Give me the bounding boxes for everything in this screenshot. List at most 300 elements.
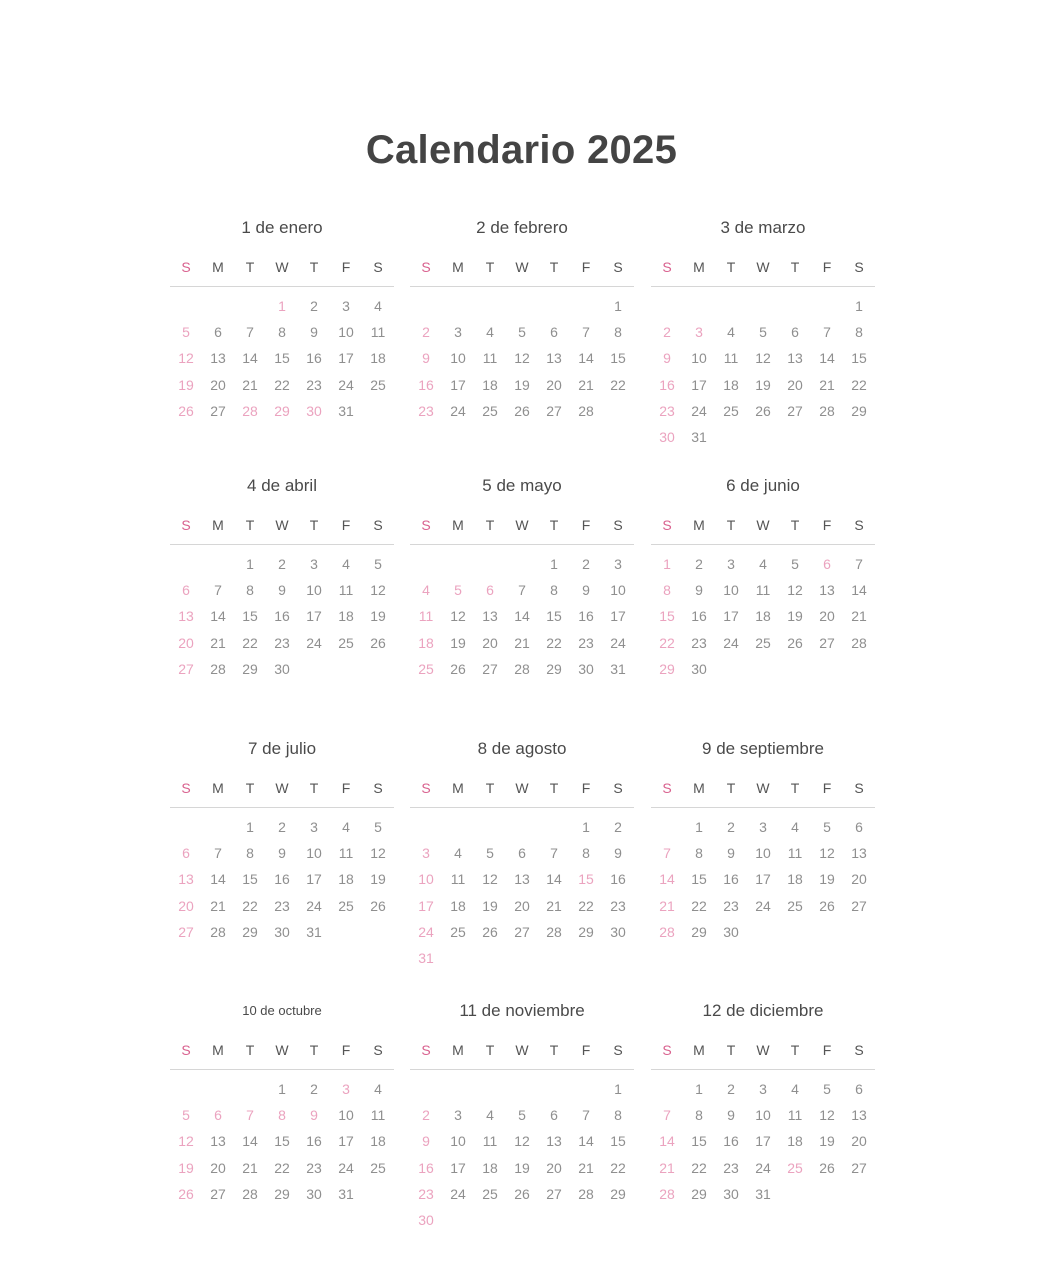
day-cell: 21 [210,634,226,651]
day-cell: 13 [178,871,194,888]
weekday-label: S [373,1042,383,1058]
day-cell: 5 [518,1107,526,1124]
day-cell: 28 [659,1185,675,1202]
day-cell: 12 [787,582,803,599]
day-cell: 22 [610,1159,626,1176]
day-cell: 18 [482,376,498,393]
weekday-label: S [662,517,672,533]
day-cell: 28 [819,402,835,419]
day-cell: 31 [610,660,626,677]
day-cell: 9 [727,1107,735,1124]
day-cell: 2 [422,1107,430,1124]
weekday-label: S [613,1042,623,1058]
day-cell: 1 [695,1081,703,1097]
day-cell: 28 [210,923,226,940]
weekday-label: F [822,517,832,533]
weekday-label: S [181,517,191,533]
weekday-label: S [421,780,431,796]
day-cell: 22 [691,897,707,914]
day-cell: 25 [418,660,434,677]
day-cell: 25 [370,1159,386,1176]
empty-day-cell [410,293,442,319]
day-cell: 2 [310,298,318,314]
day-cell: 13 [482,608,498,625]
weekday-label: F [822,780,832,796]
day-cell: 26 [514,402,530,419]
day-cell: 13 [546,1133,562,1150]
day-cell: 27 [178,923,194,940]
day-cell: 19 [514,1159,530,1176]
empty-day-cell [651,814,683,840]
weekday-label: S [373,517,383,533]
day-cell: 13 [851,1107,867,1124]
day-cell: 19 [787,608,803,625]
weekday-label: T [726,1042,736,1058]
day-cell: 27 [514,923,530,940]
day-cell: 21 [578,1159,594,1176]
day-cell: 26 [370,634,386,651]
day-cell: 19 [755,376,771,393]
weekday-label: T [549,1042,559,1058]
day-cell: 10 [306,845,322,862]
day-cell: 14 [210,608,226,625]
day-cell: 16 [610,871,626,888]
day-cell: 20 [546,1159,562,1176]
day-cell: 4 [727,324,735,341]
day-cell: 17 [418,897,434,914]
day-cell: 31 [338,402,354,419]
day-cell: 15 [274,350,290,367]
day-cell: 2 [614,819,622,835]
day-cell: 16 [578,608,594,625]
day-cell: 1 [246,556,254,572]
day-cell: 27 [210,402,226,419]
day-cell: 20 [210,376,226,393]
day-cell: 14 [659,871,675,888]
day-cell: 8 [246,845,254,862]
day-cell: 22 [578,897,594,914]
weekday-label: T [790,517,800,533]
day-cell: 23 [306,1159,322,1176]
day-cell: 16 [691,608,707,625]
weekday-header-row [170,1039,394,1070]
day-cell: 21 [514,634,530,651]
day-cell: 13 [851,845,867,862]
day-cell: 7 [246,1107,254,1124]
weekday-label: S [181,1042,191,1058]
day-cell: 21 [210,897,226,914]
empty-day-cell [683,293,715,319]
empty-day-cell [651,293,683,319]
day-cell: 15 [610,1133,626,1150]
day-cell: 23 [659,402,675,419]
day-cell: 6 [182,845,190,862]
day-cell: 23 [274,634,290,651]
weekday-label: S [421,517,431,533]
day-cell: 9 [278,845,286,862]
day-cell: 18 [450,897,466,914]
day-cell: 17 [338,350,354,367]
day-cell: 12 [819,845,835,862]
day-cell: 11 [723,350,739,367]
day-cell: 27 [210,1185,226,1202]
day-cell: 7 [855,556,863,572]
day-cell: 4 [454,845,462,862]
day-cell: 31 [306,923,322,940]
weekday-label: M [452,259,464,275]
day-cell: 11 [370,324,386,341]
month-block [651,474,875,682]
day-cell: 11 [787,1107,803,1124]
day-cell: 14 [578,350,594,367]
month-block [170,216,394,424]
empty-day-cell [779,293,811,319]
day-cell: 29 [691,1185,707,1202]
day-cell: 10 [691,350,707,367]
day-cell: 8 [582,845,590,862]
month-block [651,216,875,450]
day-cell: 11 [370,1107,386,1124]
day-cell: 11 [338,845,354,862]
day-cell: 25 [787,897,803,914]
day-cell: 3 [342,298,350,314]
day-cell: 22 [242,897,258,914]
day-cell: 28 [659,923,675,940]
day-cell: 6 [550,324,558,341]
day-cell: 9 [422,1133,430,1150]
day-cell: 5 [374,556,382,572]
weekday-label: W [756,517,770,533]
weekday-label: F [581,517,591,533]
day-cell: 7 [518,582,526,599]
empty-day-cell [410,551,442,577]
day-cell: 18 [482,1159,498,1176]
weekday-label: T [245,1042,255,1058]
weekday-label: S [421,259,431,275]
day-cell: 24 [306,634,322,651]
empty-day-cell [202,293,234,319]
day-cell: 27 [787,402,803,419]
month-block [410,999,634,1233]
day-cell: 30 [578,660,594,677]
day-cell: 14 [546,871,562,888]
day-cell: 11 [482,1133,498,1150]
empty-day-cell [442,1076,474,1102]
day-cell: 5 [374,819,382,835]
month-title: 6 de junio [726,476,800,495]
day-cell: 16 [274,871,290,888]
day-cell: 24 [723,634,739,651]
day-cell: 6 [791,324,799,341]
day-cell: 23 [418,402,434,419]
weekday-label: T [309,1042,319,1058]
day-cell: 9 [310,324,318,341]
day-cell: 15 [578,871,594,888]
day-cell: 21 [851,608,867,625]
day-cell: 15 [691,871,707,888]
day-cell: 17 [610,608,626,625]
weekday-label: S [181,780,191,796]
day-cell: 1 [663,556,671,572]
weekday-label: W [515,517,529,533]
day-cell: 26 [755,402,771,419]
weekday-label: M [212,780,224,796]
day-cell: 26 [482,923,498,940]
weekday-label: W [275,1042,289,1058]
day-cell: 20 [851,1133,867,1150]
day-cell: 29 [851,402,867,419]
month-title: 3 de marzo [720,218,806,237]
day-grid [410,293,634,424]
day-cell: 14 [242,1133,258,1150]
empty-day-cell [651,1076,683,1102]
day-cell: 11 [338,582,354,599]
day-cell: 10 [723,582,739,599]
weekday-label: F [341,517,351,533]
day-cell: 21 [659,897,675,914]
day-cell: 1 [550,556,558,572]
day-grid [410,814,634,971]
day-cell: 25 [723,402,739,419]
day-cell: 14 [851,582,867,599]
day-cell: 28 [546,923,562,940]
month-title: 12 de diciembre [702,1001,824,1020]
day-cell: 26 [514,1185,530,1202]
month-title: 10 de octubre [242,1003,322,1018]
day-cell: 12 [819,1107,835,1124]
day-cell: 29 [274,1185,290,1202]
weekday-label: M [452,517,464,533]
day-cell: 23 [274,897,290,914]
weekday-label: F [822,259,832,275]
month-block [170,737,394,945]
day-cell: 28 [851,634,867,651]
empty-day-cell [715,293,747,319]
day-cell: 15 [610,350,626,367]
weekday-label: T [549,259,559,275]
day-cell: 27 [546,1185,562,1202]
day-cell: 9 [310,1107,318,1124]
day-cell: 6 [550,1107,558,1124]
day-cell: 17 [450,376,466,393]
day-cell: 3 [695,324,703,341]
day-cell: 23 [418,1185,434,1202]
empty-day-cell [538,814,570,840]
day-cell: 10 [450,350,466,367]
day-cell: 23 [691,634,707,651]
weekday-label: W [756,780,770,796]
day-cell: 3 [454,324,462,341]
weekday-label: S [373,780,383,796]
day-cell: 12 [482,871,498,888]
day-cell: 11 [418,608,434,625]
day-cell: 5 [759,324,767,341]
weekday-label: T [485,517,495,533]
weekday-header-row [170,256,394,287]
day-cell: 29 [610,1185,626,1202]
month-title: 7 de julio [247,739,317,758]
day-grid [410,1076,634,1233]
weekday-label: W [515,259,529,275]
day-cell: 26 [819,897,835,914]
day-grid [651,814,875,945]
weekday-label: M [693,259,705,275]
day-cell: 3 [310,819,318,835]
day-cell: 13 [210,1133,226,1150]
day-cell: 5 [823,1081,831,1097]
day-cell: 7 [582,1107,590,1124]
empty-day-cell [570,1076,602,1102]
empty-day-cell [170,814,202,840]
day-cell: 2 [663,324,671,341]
day-cell: 5 [486,845,494,862]
day-cell: 27 [482,660,498,677]
day-cell: 27 [851,1159,867,1176]
day-cell: 20 [514,897,530,914]
day-cell: 28 [242,402,258,419]
empty-day-cell [170,551,202,577]
weekday-label: W [275,780,289,796]
day-cell: 26 [178,402,194,419]
day-cell: 10 [338,1107,354,1124]
weekday-label: T [549,780,559,796]
day-cell: 26 [370,897,386,914]
day-cell: 2 [278,819,286,835]
day-cell: 2 [278,556,286,572]
day-cell: 19 [819,1133,835,1150]
day-cell: 4 [759,556,767,572]
day-cell: 29 [578,923,594,940]
weekday-label: S [181,259,191,275]
day-grid [170,814,394,945]
weekday-header-row [651,256,875,287]
day-cell: 19 [178,1159,194,1176]
weekday-label: F [341,259,351,275]
day-cell: 7 [214,845,222,862]
empty-day-cell [474,814,506,840]
weekday-label: T [309,259,319,275]
day-cell: 13 [546,350,562,367]
day-cell: 13 [787,350,803,367]
day-cell: 17 [338,1133,354,1150]
weekday-label: T [309,780,319,796]
day-cell: 2 [727,819,735,835]
day-cell: 22 [691,1159,707,1176]
day-cell: 24 [691,402,707,419]
day-cell: 15 [546,608,562,625]
day-cell: 3 [342,1081,350,1097]
day-cell: 23 [610,897,626,914]
day-cell: 9 [614,845,622,862]
day-cell: 8 [614,324,622,341]
weekday-label: S [854,259,864,275]
day-cell: 7 [823,324,831,341]
empty-day-cell [474,1076,506,1102]
day-cell: 7 [582,324,590,341]
day-cell: 24 [450,1185,466,1202]
day-cell: 3 [759,819,767,835]
weekday-label: S [613,517,623,533]
day-cell: 6 [214,324,222,341]
month-block [651,737,875,945]
day-cell: 24 [338,376,354,393]
day-cell: 1 [855,298,863,314]
day-cell: 24 [755,897,771,914]
day-cell: 3 [422,845,430,862]
day-cell: 12 [514,1133,530,1150]
day-cell: 17 [755,1133,771,1150]
day-cell: 3 [759,1081,767,1097]
day-cell: 24 [610,634,626,651]
day-cell: 20 [851,871,867,888]
day-cell: 7 [663,1107,671,1124]
day-cell: 22 [242,634,258,651]
day-grid [651,293,875,450]
weekday-label: M [693,1042,705,1058]
day-cell: 23 [723,897,739,914]
day-cell: 1 [582,819,590,835]
weekday-header-row [410,256,634,287]
day-cell: 5 [182,324,190,341]
day-cell: 12 [370,582,386,599]
day-cell: 27 [851,897,867,914]
day-cell: 9 [663,350,671,367]
day-cell: 25 [370,376,386,393]
month-block [170,474,394,682]
weekday-label: S [662,780,672,796]
month-block [651,999,875,1207]
weekday-label: S [662,259,672,275]
empty-day-cell [747,293,779,319]
empty-day-cell [234,1076,266,1102]
day-cell: 30 [691,660,707,677]
day-cell: 3 [310,556,318,572]
day-cell: 2 [310,1081,318,1097]
day-cell: 22 [659,634,675,651]
day-cell: 11 [450,871,466,888]
day-cell: 31 [691,428,707,445]
day-cell: 2 [422,324,430,341]
day-cell: 26 [819,1159,835,1176]
day-cell: 30 [418,1211,434,1228]
weekday-label: S [854,1042,864,1058]
weekday-label: S [613,259,623,275]
empty-day-cell [474,293,506,319]
day-cell: 9 [422,350,430,367]
day-cell: 11 [787,845,803,862]
day-cell: 7 [214,582,222,599]
day-cell: 19 [178,376,194,393]
weekday-label: S [373,259,383,275]
day-cell: 30 [723,1185,739,1202]
day-cell: 10 [418,871,434,888]
day-cell: 21 [242,376,258,393]
day-cell: 18 [338,871,354,888]
day-cell: 18 [755,608,771,625]
weekday-header-row [170,777,394,808]
day-cell: 26 [450,660,466,677]
day-grid [651,1076,875,1207]
weekday-label: S [613,780,623,796]
empty-day-cell [506,551,538,577]
day-cell: 5 [182,1107,190,1124]
day-cell: 19 [482,897,498,914]
day-cell: 8 [855,324,863,341]
day-cell: 21 [578,376,594,393]
empty-day-cell [506,293,538,319]
empty-day-cell [811,293,843,319]
weekday-label: T [790,259,800,275]
